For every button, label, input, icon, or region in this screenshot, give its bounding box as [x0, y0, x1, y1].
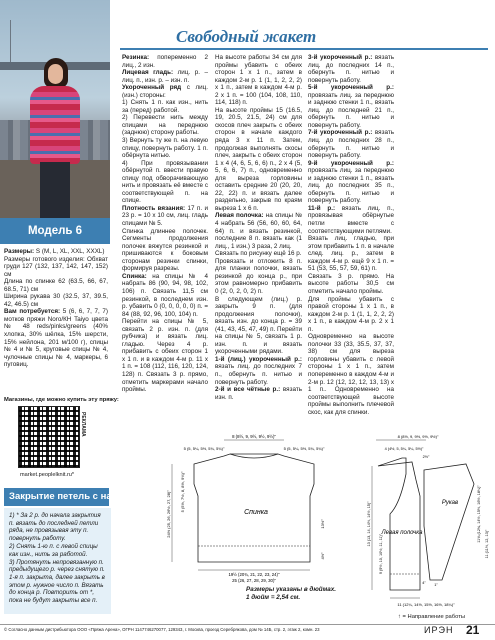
instruction-text: вязать лиц. до последних 7 п., обернуть п. нитью и повернуть работу. [215, 363, 302, 386]
column-sizes [4, 248, 108, 369]
sizes-note-line1: Размеры указаны в дюймах. [246, 586, 337, 593]
instruction-paragraph [215, 296, 302, 356]
instruction-text: 5 (6, 6, 7, 7, 7) мотков пряжи Noro/КН Taiyo цвета № 48 reds/pinks/greens (40% хлопка, 30% шёлка, 15% шерсти, 15% нейлона, 201 м/100 г), спицы № 4 и № 5, круговые спицы № 4, чулочные спицы № 4, маркеры, 6 пуговиц. [4, 308, 109, 369]
instruction-paragraph [215, 356, 302, 386]
instruction-paragraph [122, 273, 208, 318]
instruction-text: вязать лиц. до последних 14 п., обернуть п. нитью и повернуть работу. [308, 54, 394, 84]
instruction-text: Вязать лиц. гладью, при этом прибавить 1 п. в начале след. лиц. р., затем в каждом 4-м р. ещё 9 х 1 п. = 51 (53, 55, 57, 59, 61) п. [308, 235, 394, 273]
front-outline [378, 458, 420, 590]
qr-ad-label: РЕКЛАМА [80, 412, 86, 437]
front-bottom: 11 (12¼, 14½, 15½, 16½, 18¼)" [397, 602, 455, 607]
instruction-heading: Лицевая гладь: [122, 69, 174, 77]
back-hip: 4½" [320, 552, 325, 560]
sleeve-outline [424, 464, 474, 580]
instruction-paragraph [308, 273, 394, 296]
closing-title: Закрытие петель с наклоном [4, 488, 109, 506]
page-number: 21 [466, 623, 480, 637]
closing-instructions [4, 508, 111, 614]
column-short-rows [308, 54, 394, 416]
instruction-text: В следующем (лиц.) р. закрыть 9 п. (для продолжения полочки), вязать изн. до конца р. = 39 (41, 43, 45, 47, 49) п. Перейти на спицы № 5, связать 1 р. изн. п. и вязать укороченными рядами. [215, 295, 302, 356]
instruction-text: попеременно 2 лиц., 2 изн. [122, 54, 208, 69]
instruction-text: Для проймы убавить с правой стороны 1 х 1 п., в каждом 2-м р. 1 (1, 1, 2, 2, 2) х 1 п., в каждом 4-м р. 2 х 1 п. [308, 295, 394, 333]
instruction-paragraph [122, 137, 208, 160]
instruction-paragraph [215, 212, 302, 250]
instruction-paragraph [308, 54, 394, 84]
instruction-paragraph [308, 129, 394, 159]
instruction-paragraph [122, 99, 208, 114]
front-lower: 9 (9½, 10, 10½, 11, 11)" [379, 533, 383, 575]
instruction-text: на спицы № 4 набрать 56 (56, 60, 60, 64, 64) п. и вязать резинкой, последние 8 п. вязать как (1 лиц., 1 изн.) 3 раза, 2 лиц. [215, 212, 302, 250]
instruction-paragraph [308, 333, 394, 416]
back-lower: 5 (5½, 7½, 8, 8½, 9¾)" [180, 471, 185, 513]
instruction-text: S (M, L, XL, XXL, XXXL) [34, 248, 105, 255]
front-cuff: 1" [434, 583, 438, 587]
column-back-instructions [122, 54, 208, 394]
sizes-note [246, 586, 336, 601]
front-schematic [366, 434, 492, 612]
back-label: Спинка [244, 509, 268, 516]
instruction-text: Спинка длиннее полочек. Сегменты продолжения полочек вяжутся резинкой и пришиваются к боковым сторонам резинки спинки, формируя разрезы. [122, 227, 208, 273]
instruction-text: провязать лиц. за переднюю и заднюю стенки 1 п., вязать лиц. до последних 35 п., обернуть п. нитью и повернуть работу. [308, 167, 394, 205]
instruction-paragraph [122, 54, 208, 69]
front-top: 8 (8½, 9, 9½, 9½, 9½)" [397, 434, 439, 439]
instruction-paragraph [122, 69, 208, 84]
instruction-heading: Спинка: [122, 272, 147, 280]
closing-step: 3) Протянуть непровязанную п. предыдущего р. через снятую п. 1-я п. закрыта, далее закрыть в этом р. нужное число п. Вязать до конца р. Повторить от *, пока не будут закрыты все п. [9, 558, 105, 604]
instruction-paragraph [308, 205, 394, 235]
back-top-width: 8 (8½, 9, 9½, 9½, 9½)" [232, 434, 276, 439]
photo-model-face [48, 64, 63, 84]
instruction-heading: Плотность вязания: [122, 204, 186, 212]
instruction-text: вязать лиц. п., провязывая обёрнутые петли вместе с соответствующими петлями. [308, 204, 394, 235]
instruction-text: Длина по спинке 62 (63.5, 66, 67, 68.5, 71) см [4, 278, 108, 293]
instruction-paragraph [122, 318, 208, 393]
photo-bridge-cable [10, 20, 11, 62]
instruction-text: Одновременно на высоте полочки 33 (33, 35.5, 37, 37, 38) см для выреза горловины убавить с левой стороны 1 х 1 п., затем попеременно в каждом 4-м и 2-м р. 12 (12, 12, 12, 13, 13) х 1 п.. Одновременно на соответствующей высоте проймы выполнить плечевой скос, как для спинки. [308, 333, 394, 416]
instruction-text: 2) Перевести нить между спицами на переднюю (заднюю) сторону работы. [122, 114, 208, 137]
instruction-paragraph [308, 84, 394, 129]
front-right1: 11¾ (12¾, 14½, 15½, 16½, 18¼)" [477, 485, 481, 543]
instruction-heading: 3-й укороченный р.: [308, 54, 373, 61]
instruction-heading: 2-й и все чётные р.: [215, 386, 281, 394]
column-front-instructions [215, 54, 302, 401]
instruction-paragraph [122, 205, 208, 228]
instruction-heading: 5-й укороченный р.: [308, 84, 394, 92]
instruction-paragraph [308, 235, 394, 273]
instruction-text: Провязать и отложить 8 п. для планки полочки, вязать резинкой до конца р., при этом равномерно прибавить 0 (2, 0, 2, 0, 2) п. [215, 257, 302, 295]
instruction-heading: Вам потребуется: [4, 308, 61, 316]
front-height: 13 (13, 14, 14½, 14½, 15)" [367, 501, 371, 547]
instruction-text: Связать по рисунку ещё 16 р. [215, 250, 302, 258]
instruction-paragraph [122, 84, 208, 99]
qr-code[interactable] [18, 406, 80, 468]
instruction-text: Перейти на спицы № 5, связать 2 р. изн. п. (для рубчика) и вязать лиц. гладью. Через 4 р. прибавить с обеих сторон 1 х 1 п. и в каждом 4-м р. 11 х 1 п. = 108 (112, 116, 120, 124, 128) п. Связать 3 р. прямо, отметить маркерами начало проймы. [122, 318, 208, 394]
instruction-text: вязать лиц. до последних 28 п., обернуть п. нитью и повернуть работу. [308, 129, 394, 160]
instruction-paragraph [215, 386, 302, 401]
qr-link[interactable]: market.peoplelknit.ru* [20, 472, 75, 478]
back-side-height: 24½ (25, 26, 26½, 27, 28)" [166, 490, 171, 538]
direction-note: ↑ = Направление работы [398, 614, 466, 620]
instruction-text: вязать изн. п. [215, 386, 302, 401]
back-bottom-width1: 19½ (20¾, 21, 22, 23, 24)" [228, 572, 280, 577]
instruction-text: Ширина рукава 30 (32.5, 37, 39.5, 42, 46.5) см [4, 293, 108, 308]
back-bottom-width2: 25 (26, 27, 28, 29, 30)" [232, 578, 276, 583]
footer-brand: ИРЭН [424, 625, 454, 635]
closing-step: 1) * За 2 р. до начала закрытия п. вязать до последней петли ряда, не провязывая эту п. повернуть работу. [9, 512, 101, 542]
instruction-heading: Резинка: [122, 54, 150, 61]
instruction-paragraph [215, 107, 302, 213]
front-side: 4" [422, 581, 426, 585]
instruction-text: На высоте проймы 15 (16.5, 19, 20.5, 21.5, 24) см для скосов плеч закрыть с обеих сторон в начале каждого ряда 3 х 11 п. Затем, продолжая выполнять скосы плеч, закрыть с обеих сторон 1 х 4 (4, 6, 5, 6, 6) п., 2 х 4 (5, 5, 6, 6, 7) п., одновременно для выреза горловины оставить средние 20 (20, 20, 22, 22) п. и вязать далее раздельно, закрыв по краям выреза 1 х 6 п. [215, 106, 302, 212]
page-title: Свободный жакет [176, 27, 317, 46]
instruction-paragraph [4, 278, 108, 293]
footer-copyright: © Согласно данным дистрибьютора ООО «Пряжа Арена», ОГРН 1147746270077, 129343, г. Москва, проезд Серебрякова, дом № 14Б, стр. 2, этаж 2, комн. 23 [4, 627, 320, 632]
instruction-heading: Размеры: [4, 248, 35, 255]
sizes-note-line2: 1 дюйм = 2,54 см. [246, 593, 301, 601]
instruction-paragraph [4, 256, 108, 279]
instruction-heading: 11-й р.: [308, 204, 336, 212]
back-shoulder-left: 5 (5, 5¼, 5½, 5¾, 5¾)" [183, 446, 225, 451]
instruction-heading: 9-й укороченный р.: [308, 159, 394, 167]
back-armhole: 13½" [320, 519, 325, 529]
instruction-heading: 1-й (лиц.) укороченный р.: [215, 355, 302, 363]
instruction-text: 1) Снять 1 п. как изн., нить за (перед) работой. [122, 99, 208, 114]
instruction-text: лиц. р. – лиц. п., изн. р. – изн. п. [122, 69, 208, 84]
front-label: Левая полочка [381, 530, 423, 536]
instruction-text: На высоте работы 34 см для проймы убавить с обеих сторон 1 х 1 п., затем в каждом 2-м р. 1 (1, 1, 2, 2, 2) х 1 п., затем в каждом 4-м р. 2 х 1 п. = 100 (104, 108, 110, 114, 118) п. [215, 54, 302, 107]
back-shoulder-right: 5 (5, 5¼, 5½, 5¾, 5¾)" [283, 446, 325, 451]
back-schematic [164, 434, 344, 584]
photo-model-jacket [30, 86, 80, 164]
instruction-text: Связать 3 р. прямо. На высоте работы 30,5 см отметить начало проймы. [308, 272, 394, 295]
front-right2: 11 (11½, 12, 13)" [485, 529, 489, 559]
instruction-paragraph [122, 160, 208, 205]
front-neck: 2½" [422, 455, 430, 459]
instruction-heading: Укороченный ряд [122, 84, 182, 92]
instruction-paragraph [215, 54, 302, 107]
instruction-text: на спицы № 4 набрать 86 (90, 94, 98, 102, 106) п. Связать 11,5 см резинкой, в последнем изн. р. убавить 0 (0, 0, 0, 0, 0) п. = 84 (88, 92, 96, 100, 104) п. [122, 272, 208, 318]
instruction-text: Размеры готового изделия: Обхват груди 127 (132, 137, 142, 147, 152) см [4, 255, 108, 278]
instruction-paragraph [122, 114, 208, 137]
instruction-paragraph [4, 308, 108, 368]
instruction-text: 3) Вернуть ту же п. на левую спицу, повернуть работу. 1 п. обёрнута нитью. [122, 137, 208, 160]
front-shoulder: 4 (4½, 5, 5¼, 5¼, 5½)" [384, 447, 424, 451]
instruction-paragraph [215, 250, 302, 258]
instruction-paragraph [215, 258, 302, 296]
model-photo [0, 0, 110, 218]
qr-caption: Магазины, где можно купить эту пряжу: [4, 397, 119, 403]
instruction-heading: Левая полочка: [215, 212, 264, 220]
instruction-text: 4) При провязывании обёрнутой п. ввести правую спицу под обворачивающую нить и провязать её вместе с соответствующей п. на спице. [122, 159, 208, 205]
instruction-heading: 7-й укороченный р.: [308, 129, 373, 137]
instruction-text: провязать лиц. за переднюю и заднюю стенки 1 п., вязать лиц. до последней 21 п., обернуть п. нитью и повернуть работу. [308, 91, 394, 129]
title-rule [120, 48, 488, 50]
photo-model-legs [40, 162, 70, 218]
instruction-text: 17 п. и 23 р. = 10 х 10 см, лиц. гладь спицами № 5. [122, 204, 208, 228]
sleeve-label: Рукав [441, 500, 459, 506]
model-label: Модель 6 [0, 218, 110, 244]
instruction-paragraph [308, 296, 394, 334]
instruction-paragraph [308, 160, 394, 205]
instruction-paragraph [122, 228, 208, 273]
instruction-text: с лиц. (изн.) стороны: [122, 84, 208, 99]
closing-step: 2) Снять 1-ю п. с левой спицы как изн., нить за работой. [9, 542, 98, 558]
instruction-paragraph [4, 248, 108, 256]
instruction-paragraph [4, 293, 108, 308]
